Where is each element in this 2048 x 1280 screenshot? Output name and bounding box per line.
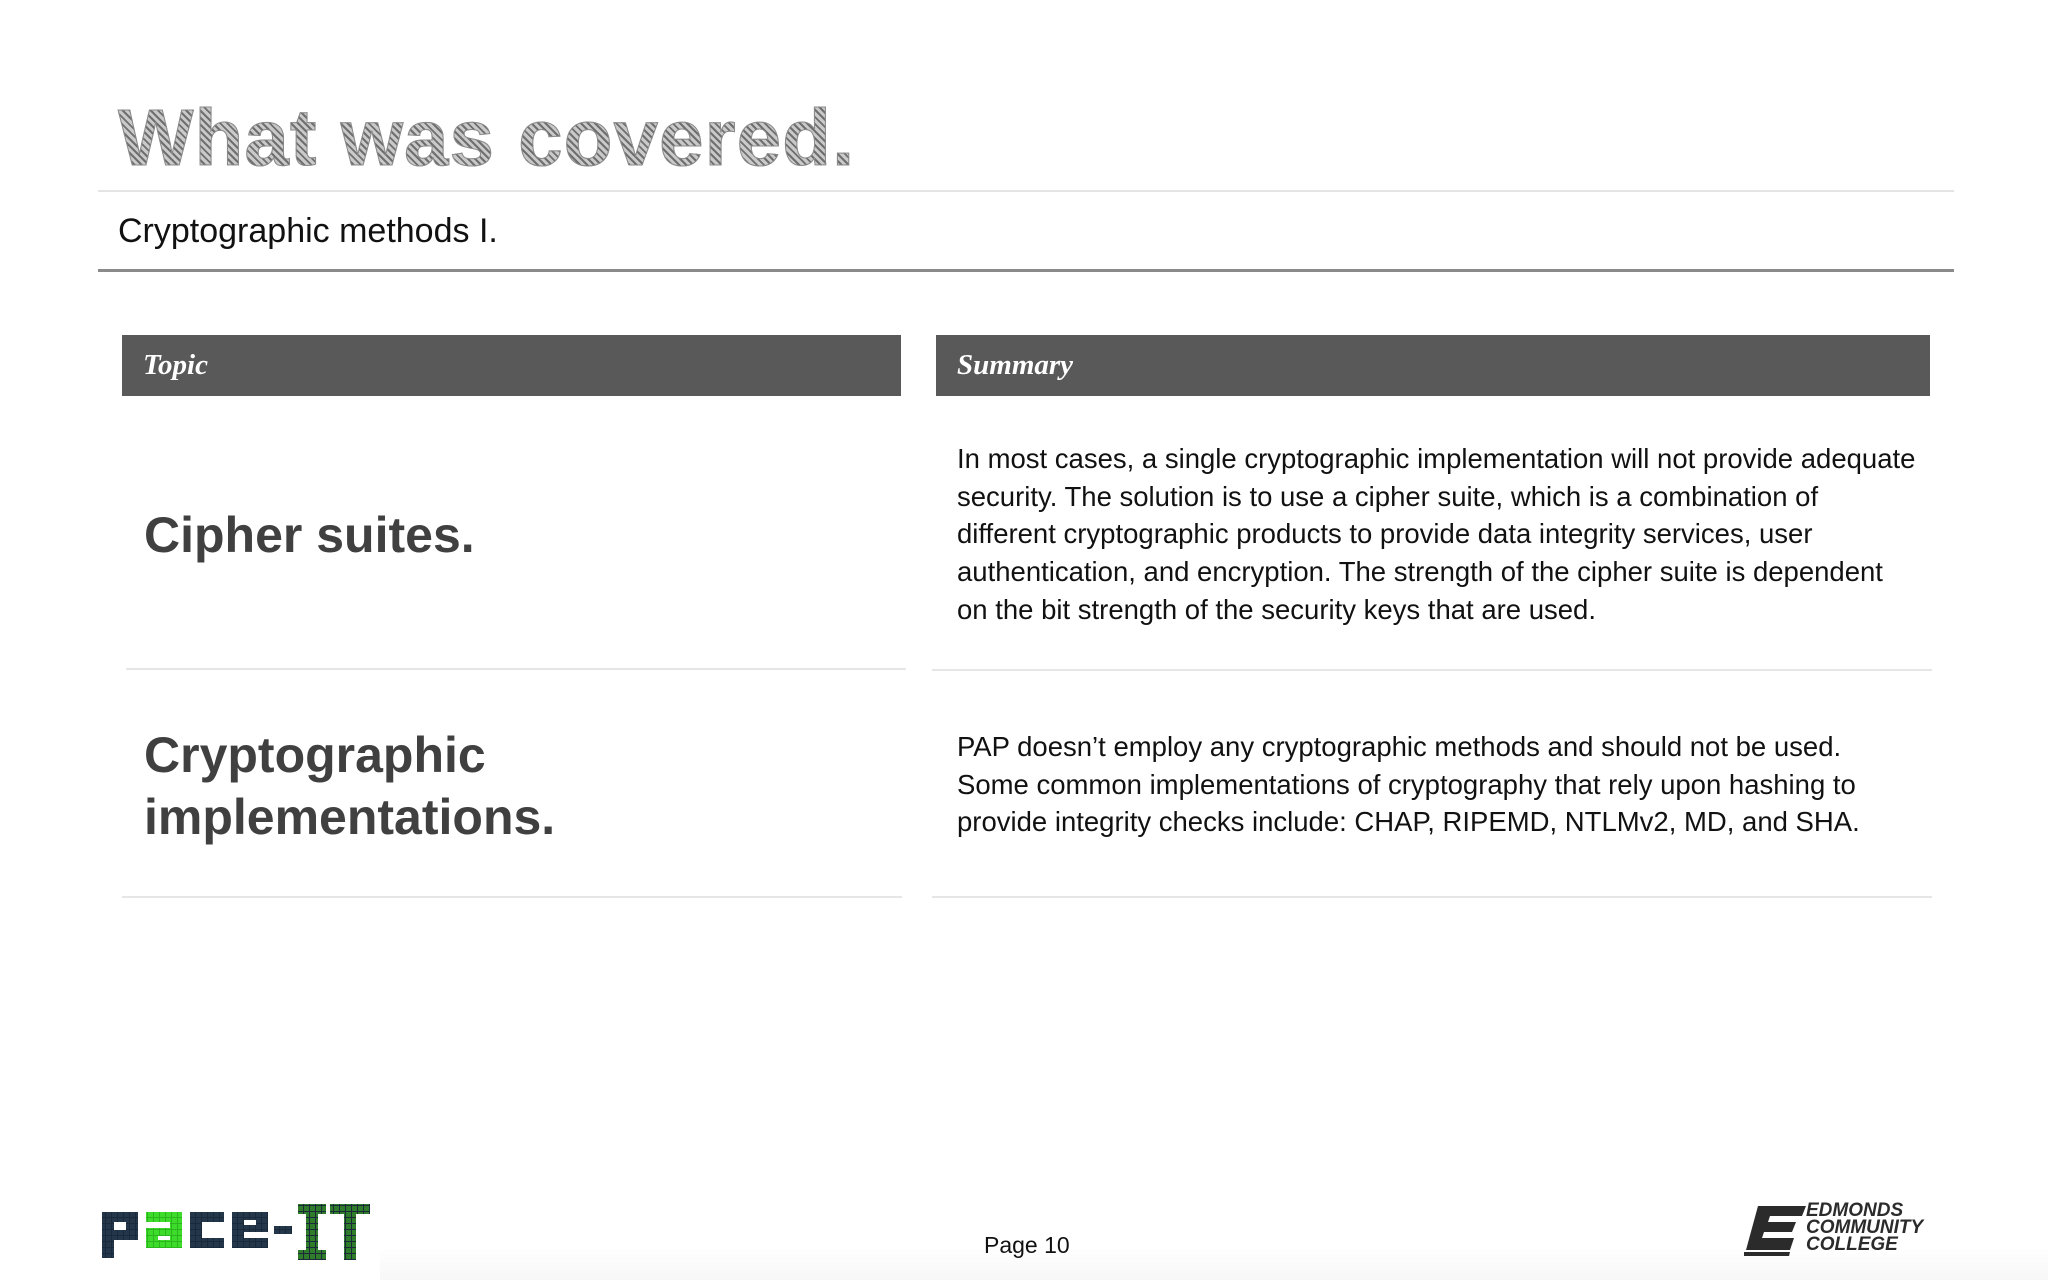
table-header-summary: Summary [936, 335, 1930, 396]
row-1-summary: In most cases, a single cryptographic implementation will not provide adequate security. The solution is to use a cipher suite, which is a combination of different cryptographic products to provide data integrity services, user authentication, and encryption. The strength of the cipher suite is dependent on the bit strength of the security keys that are used. [957, 443, 1916, 625]
edmonds-word-2: COMMUNITY [1806, 1217, 1924, 1238]
row-2-topic: Cryptographic implementations. [144, 727, 556, 845]
edmonds-word-1: EDMONDS [1806, 1200, 1904, 1221]
edmonds-wordmark [1806, 1202, 1923, 1253]
row-2-divider-right [932, 896, 1932, 898]
slide-title: What was covered. [118, 93, 856, 182]
edmonds-cc-logo [1744, 1202, 1949, 1258]
title-divider [98, 190, 1954, 192]
edmonds-word-3: COLLEGE [1806, 1234, 1898, 1255]
page-number: Page 10 [984, 1232, 1070, 1258]
table-header-topic: Topic [122, 335, 901, 396]
row-2-summary: PAP doesn’t employ any cryptographic methods and should not be used. Some common implementations of cryptography that rely upon hashing to provide integrity checks include: CHAP, RIPEMD, NTLMv2, MD, and SHA. [957, 731, 1860, 838]
subtitle-divider [98, 269, 1954, 272]
row-2-divider-left [122, 896, 902, 898]
row-1-divider-right [932, 669, 1932, 671]
edmonds-e-mark [1744, 1206, 1808, 1256]
pace-it-logo [100, 1200, 390, 1262]
row-1-topic: Cipher suites. [144, 507, 475, 563]
row-1-divider-left [126, 668, 906, 670]
slide-subtitle: Cryptographic methods I. [118, 212, 498, 250]
